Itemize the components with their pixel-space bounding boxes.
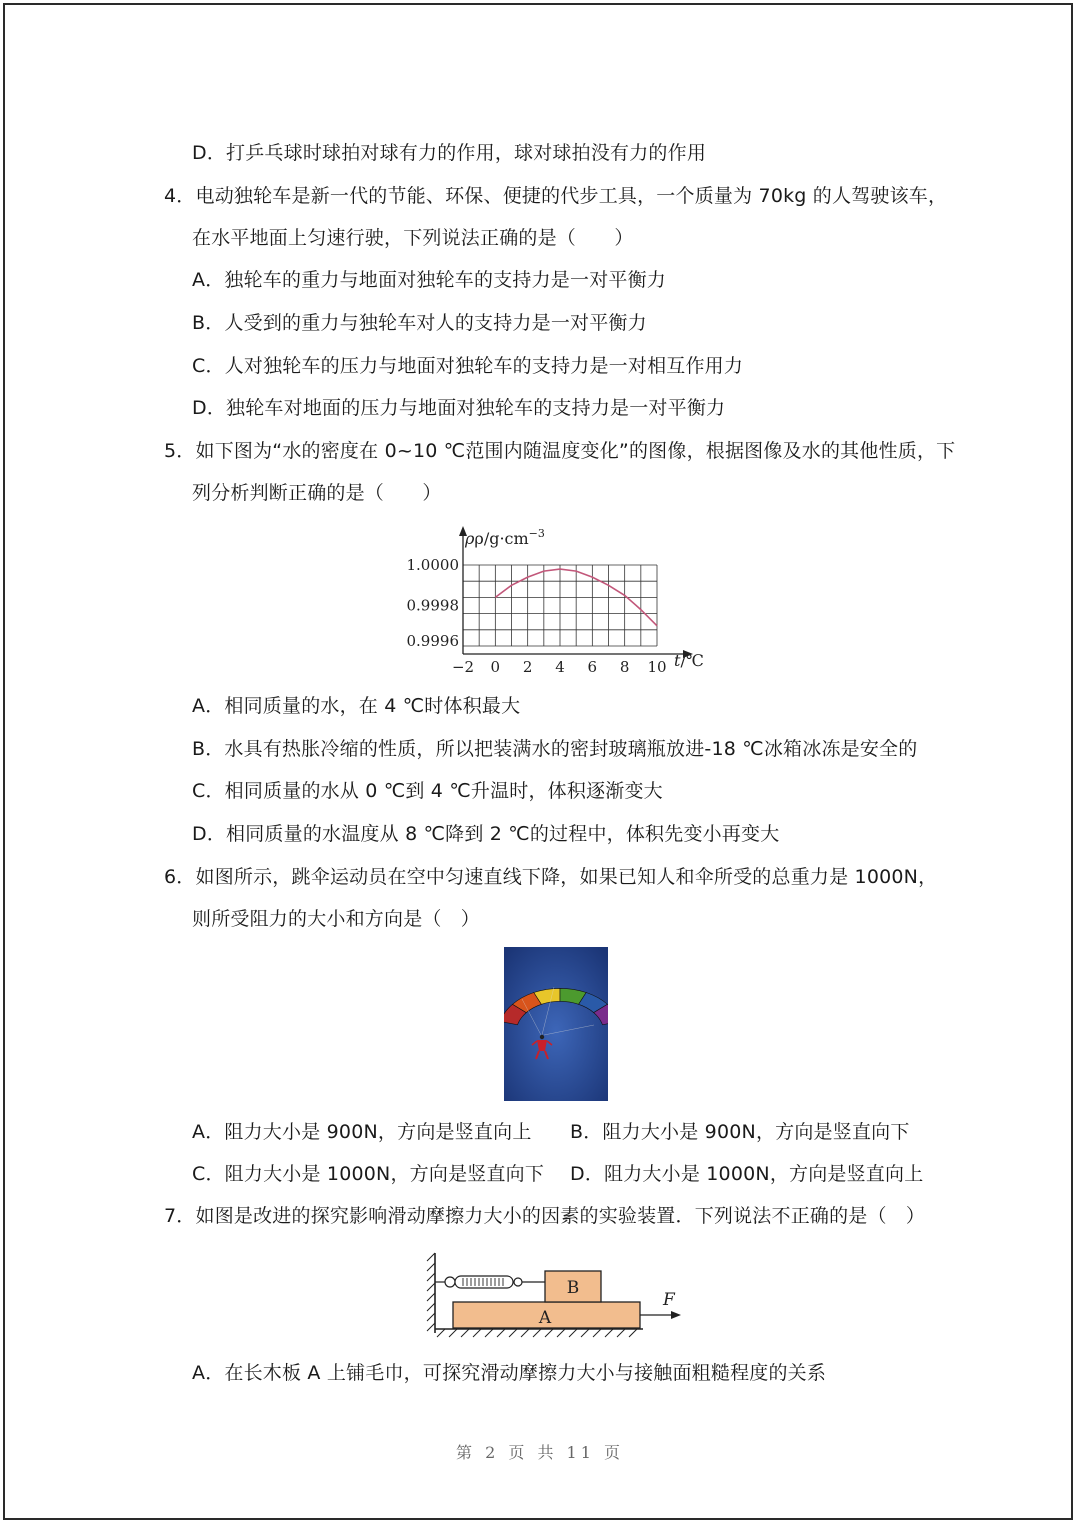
q5-option-a: A．相同质量的水，在 4 ℃时体积最大: [192, 695, 521, 717]
y-tick-label: 0.9998: [406, 596, 459, 615]
q5-stem-line2: 列分析判断正确的是（ ）: [192, 482, 442, 504]
x-tick-label: 0: [490, 658, 501, 676]
q5-option-c: C．相同质量的水从 0 ℃到 4 ℃升温时，体积逐渐变大: [192, 780, 663, 802]
friction-apparatus-diagram: [425, 1245, 690, 1345]
q7-option-a: A．在长木板 A 上铺毛巾，可探究滑动摩擦力大小与接触面粗糙程度的关系: [192, 1362, 827, 1384]
q4-stem-line1: 4．电动独轮车是新一代的节能、环保、便捷的代步工具，一个质量为 70kg 的人驾驶该车，: [164, 185, 948, 207]
q4-stem-line2: 在水平地面上匀速行驶，下列说法正确的是（ ）: [192, 227, 634, 249]
floor-hatching: [437, 1329, 637, 1337]
q7-stem: 7．如图是改进的探究影响滑动摩擦力大小的因素的实验装置．下列说法不正确的是（ ）: [164, 1205, 926, 1227]
x-tick-label: −2: [451, 658, 475, 676]
q6-stem-line2: 则所受阻力的大小和方向是（ ）: [192, 908, 481, 930]
force-label: F: [663, 1290, 675, 1310]
q5-stem-line1: 5．如下图为“水的密度在 0~10 ℃范围内随温度变化”的图像，根据图像及水的其他性质，下: [164, 440, 956, 462]
x-tick-label: 10: [647, 658, 667, 676]
x-tick-label: 2: [522, 658, 533, 676]
y-tick-label: 1.0000: [406, 556, 459, 574]
x-tick-label: 8: [619, 658, 630, 676]
x-tick-label: 4: [555, 658, 565, 676]
q3-option-d: D．打乒乓球时球拍对球有力的作用，球对球拍没有力的作用: [192, 142, 707, 164]
q6-option-b: B．阻力大小是 900N，方向是竖直向下: [570, 1121, 910, 1143]
wall-hatching: [427, 1253, 435, 1331]
y-axis-label: $\rho\rho/g\cdot cm^{-3}$: [465, 527, 545, 548]
q4-option-b: B．人受到的重力与独轮车对人的支持力是一对平衡力: [192, 312, 647, 334]
q4-option-a: A．独轮车的重力与地面对独轮车的支持力是一对平衡力: [192, 269, 666, 291]
force-arrow-icon: [640, 1311, 681, 1319]
y-axis-label-unit: ρ/g·cm: [474, 529, 529, 548]
q5-option-b: B．水具有热胀冷缩的性质，所以把装满水的密封玻璃瓶放进-18 ℃冰箱冰冻是安全的: [192, 738, 918, 760]
q6-option-d: D．阻力大小是 1000N，方向是竖直向上: [570, 1163, 924, 1185]
block-b-label: B: [566, 1278, 580, 1298]
x-axis-label: t/℃: [674, 651, 704, 670]
y-axis-label-sup: −3: [528, 527, 545, 540]
sky-background: [504, 947, 608, 1101]
chart-grid: [463, 565, 657, 646]
board-a-label: A: [538, 1308, 552, 1328]
x-tick-label: 6: [587, 658, 598, 676]
density-chart: [395, 520, 715, 680]
spring-scale-icon: [435, 1276, 545, 1288]
q6-stem-line1: 6．如图所示，跳伞运动员在空中匀速直线下降，如果已知人和伞所受的总重力是 1000N，: [164, 866, 938, 888]
q6-option-c: C．阻力大小是 1000N，方向是竖直向下: [192, 1163, 545, 1185]
y-tick-label: 0.9996: [406, 632, 459, 650]
parachute-photo: [504, 947, 608, 1101]
q4-option-d: D．独轮车对地面的压力与地面对独轮车的支持力是一对平衡力: [192, 397, 726, 419]
q6-option-a: A．阻力大小是 900N，方向是竖直向上: [192, 1121, 532, 1143]
page-footer: 第 2 页 共 11 页: [456, 1443, 624, 1462]
q4-option-c: C．人对独轮车的压力与地面对独轮车的支持力是一对相互作用力: [192, 355, 744, 377]
q5-option-d: D．相同质量的水温度从 8 ℃降到 2 ℃的过程中，体积先变小再变大: [192, 823, 780, 845]
